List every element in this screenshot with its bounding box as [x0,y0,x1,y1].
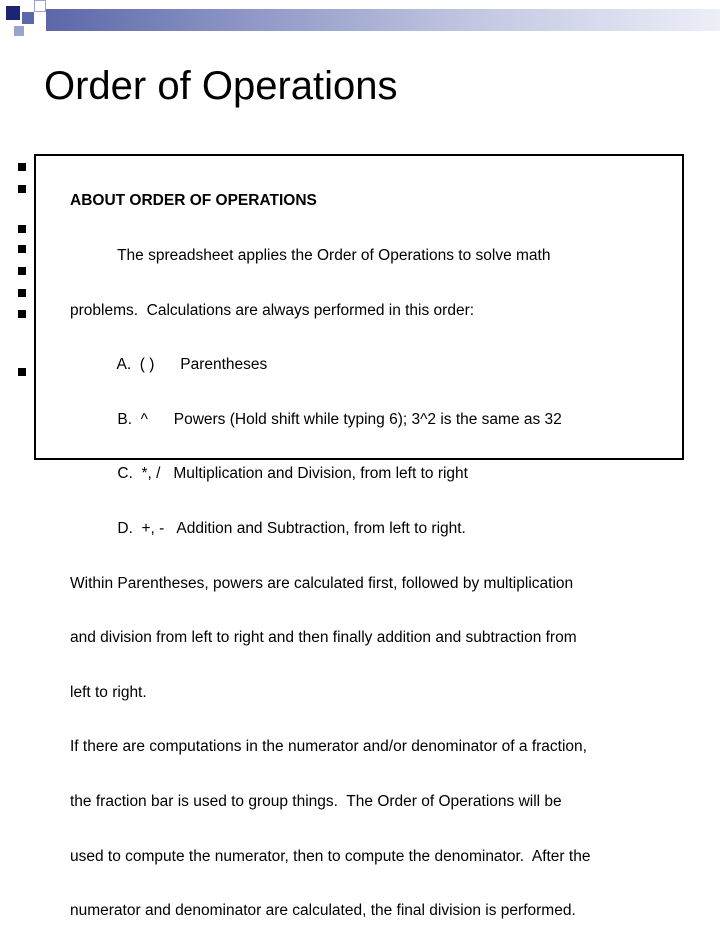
content-line: The spreadsheet applies the Order of Operations to solve math [70,247,551,264]
content-line: used to compute the numerator, then to compute the denominator. After the [70,847,591,865]
content-line: the fraction bar is used to group things. The Order of Operations will be [70,792,562,810]
bullet-marker [18,245,26,253]
content-line: and division from left to right and then finally addition and subtraction from [70,629,577,647]
content-line: A. ( ) Parentheses [70,356,268,374]
content-line: problems. Calculations are always performed in this order: [70,301,475,319]
bullet-marker [18,185,26,193]
content-text [70,156,682,939]
decor-square-dark [6,6,20,20]
content-line: B. ^ Powers (Hold shift while typing 6); 3^2 is the same as 32 [70,410,562,428]
decor-square-mid [22,12,34,24]
content-line: Within Parentheses, powers are calculated first, followed by multiplication [70,574,574,592]
content-line: C. *, / Multiplication and Division, from left to right [70,465,468,483]
content-heading: ABOUT ORDER OF OPERATIONS [70,192,317,210]
content-line: left to right. [70,683,147,701]
content-line: If there are computations in the numerator and/or denominator of a fraction, [70,738,587,756]
decor-square-outline [34,0,46,12]
bullet-marker [18,289,26,297]
slide-title: Order of Operations [44,64,398,108]
bullet-marker [18,267,26,275]
content-line: D. +, - Addition and Subtraction, from left to right. [70,519,466,537]
decor-square-light [14,26,24,36]
header-gradient-bar [46,9,720,31]
bullet-marker [18,368,26,376]
content-line: numerator and denominator are calculated, the final division is performed. [70,902,576,920]
bullet-marker [18,225,26,233]
bullet-marker [18,163,26,171]
bullet-marker [18,310,26,318]
